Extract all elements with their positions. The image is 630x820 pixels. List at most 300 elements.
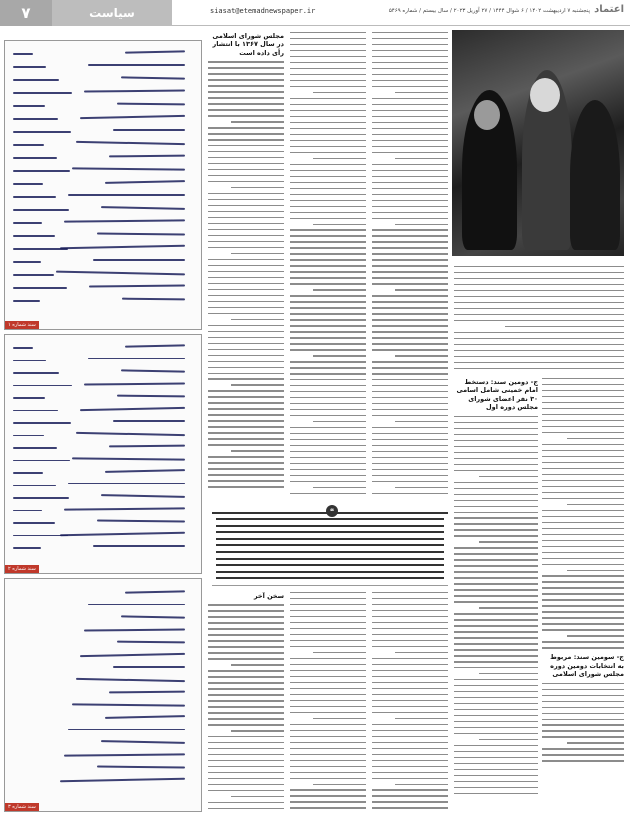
- text-line: [208, 456, 284, 457]
- handwriting-stroke: [13, 157, 57, 159]
- section-email[interactable]: siasat@etemadnewspaper.ir: [210, 7, 316, 15]
- text-line: [231, 253, 284, 254]
- text-line: [208, 271, 284, 272]
- text-line: [454, 314, 624, 315]
- handwriting-stroke: [121, 76, 185, 79]
- text-line: [290, 74, 366, 75]
- text-line: [290, 445, 366, 446]
- text-line: [542, 468, 624, 469]
- text-line: [372, 367, 448, 368]
- text-line: [208, 151, 284, 152]
- handwriting-stroke: [117, 641, 185, 643]
- text-line: [542, 456, 624, 457]
- text-line: [208, 223, 284, 224]
- text-line: [542, 384, 624, 385]
- handwriting-stroke: [72, 167, 185, 170]
- text-line: [313, 289, 366, 290]
- text-line: [454, 535, 538, 536]
- text-line: [542, 498, 624, 499]
- text-line: [372, 598, 448, 599]
- text-line: [542, 701, 624, 702]
- text-line: [372, 634, 448, 635]
- article-column-7: [454, 266, 624, 376]
- text-line: [290, 385, 366, 386]
- handwriting-stroke: [13, 274, 54, 276]
- handwriting-stroke: [60, 245, 185, 249]
- text-line: [395, 784, 448, 785]
- text-line: [208, 301, 284, 302]
- text-line: [290, 235, 366, 236]
- text-line: [290, 778, 366, 779]
- text-line: [208, 169, 284, 170]
- text-line: [372, 385, 448, 386]
- text-line: [454, 571, 538, 572]
- text-line: [395, 158, 448, 159]
- handwriting-stroke: [13, 105, 45, 107]
- text-line: [290, 598, 366, 599]
- text-line: [372, 622, 448, 623]
- text-line: [395, 289, 448, 290]
- handwriting-stroke: [13, 131, 71, 133]
- text-line: [216, 518, 444, 520]
- text-line: [290, 283, 366, 284]
- text-line: [372, 628, 448, 629]
- text-line: [454, 715, 538, 716]
- text-line: [208, 247, 284, 248]
- text-line: [372, 50, 448, 51]
- text-line: [216, 538, 444, 540]
- text-line: [290, 134, 366, 135]
- text-line: [454, 757, 538, 758]
- text-line: [290, 331, 366, 332]
- text-line: [290, 104, 366, 105]
- text-line: [290, 32, 366, 33]
- text-line: [372, 469, 448, 470]
- text-line: [454, 703, 538, 704]
- handwriting-stroke: [105, 180, 185, 183]
- text-line: [454, 637, 538, 638]
- text-line: [567, 570, 624, 571]
- text-line: [372, 235, 448, 236]
- text-line: [372, 736, 448, 737]
- highlight-box: [212, 512, 448, 586]
- text-line: [290, 259, 366, 260]
- text-line: [208, 73, 284, 74]
- text-line: [372, 188, 448, 189]
- text-line: [395, 355, 448, 356]
- text-line: [208, 289, 284, 290]
- text-line: [208, 712, 284, 713]
- text-line: [290, 676, 366, 677]
- text-line: [372, 307, 448, 308]
- text-line: [290, 616, 366, 617]
- text-line: [208, 444, 284, 445]
- text-line: [208, 682, 284, 683]
- text-line: [542, 486, 624, 487]
- text-line: [208, 622, 284, 623]
- text-line: [208, 760, 284, 761]
- handwriting-stroke: [13, 385, 72, 387]
- text-line: [372, 176, 448, 177]
- text-line: [290, 373, 366, 374]
- text-line: [290, 164, 366, 165]
- text-line: [231, 664, 284, 665]
- text-line: [290, 140, 366, 141]
- text-line: [454, 517, 538, 518]
- text-line: [542, 558, 624, 559]
- text-line: [208, 432, 284, 433]
- text-line: [372, 104, 448, 105]
- text-line: [216, 551, 444, 553]
- text-line: [454, 523, 538, 524]
- text-line: [313, 421, 366, 422]
- text-line: [454, 691, 538, 692]
- text-line: [290, 50, 366, 51]
- text-line: [313, 652, 366, 653]
- text-line: [395, 92, 448, 93]
- text-line: [454, 344, 624, 345]
- text-line: [290, 688, 366, 689]
- text-line: [567, 635, 624, 636]
- text-line: [372, 795, 448, 796]
- text-line: [208, 115, 284, 116]
- text-line: [542, 564, 624, 565]
- text-line: [372, 229, 448, 230]
- text-line: [290, 218, 366, 219]
- text-line: [290, 481, 366, 482]
- text-line: [290, 122, 366, 123]
- text-line: [454, 482, 538, 483]
- text-line: [454, 362, 624, 363]
- text-line: [290, 700, 366, 701]
- handwriting-stroke: [13, 118, 58, 120]
- text-line: [542, 581, 624, 582]
- handwriting-stroke: [13, 53, 33, 55]
- text-line: [542, 575, 624, 576]
- text-line: [290, 766, 366, 767]
- text-line: [208, 480, 284, 481]
- text-line: [290, 493, 366, 494]
- text-line: [208, 772, 284, 773]
- text-line: [216, 544, 444, 546]
- text-line: [542, 713, 624, 714]
- handwriting-stroke: [125, 590, 185, 593]
- text-line: [208, 640, 284, 641]
- text-line: [372, 772, 448, 773]
- text-line: [208, 163, 284, 164]
- text-line: [208, 331, 284, 332]
- text-line: [216, 571, 444, 573]
- text-line: [208, 313, 284, 314]
- text-line: [542, 432, 624, 433]
- text-line: [372, 218, 448, 219]
- text-line: [542, 707, 624, 708]
- article-column-1: [208, 32, 284, 502]
- handwriting-stroke: [68, 483, 185, 485]
- text-line: [454, 512, 538, 513]
- text-line: [542, 689, 624, 690]
- text-line: [208, 402, 284, 403]
- text-line: [372, 170, 448, 171]
- text-line: [208, 420, 284, 421]
- handwriting-stroke: [13, 447, 57, 449]
- handwriting-stroke: [13, 144, 44, 146]
- text-line: [479, 607, 538, 608]
- text-line: [290, 253, 366, 254]
- text-line: [542, 474, 624, 475]
- text-line: [290, 349, 366, 350]
- text-line: [542, 599, 624, 600]
- text-line: [372, 415, 448, 416]
- text-line: [542, 546, 624, 547]
- text-line: [372, 646, 448, 647]
- text-line: [372, 74, 448, 75]
- text-line: [454, 494, 538, 495]
- text-line: [290, 62, 366, 63]
- text-line: [454, 506, 538, 507]
- text-line: [290, 742, 366, 743]
- text-line: [454, 434, 538, 435]
- text-line: [372, 44, 448, 45]
- handwriting-stroke: [13, 79, 59, 81]
- text-line: [290, 807, 366, 808]
- page-header: [0, 0, 630, 26]
- text-line: [208, 700, 284, 701]
- handwriting-stroke: [13, 248, 68, 250]
- text-line: [290, 206, 366, 207]
- text-line: [290, 319, 366, 320]
- text-line: [372, 56, 448, 57]
- handwriting-stroke: [13, 547, 41, 549]
- text-line: [454, 553, 538, 554]
- handwriting-stroke: [13, 347, 33, 349]
- text-line: [542, 420, 624, 421]
- text-line: [290, 247, 366, 248]
- text-line: [567, 438, 624, 439]
- text-line: [290, 730, 366, 731]
- text-line: [372, 493, 448, 494]
- text-line: [290, 44, 366, 45]
- text-line: [290, 271, 366, 272]
- handwriting-stroke: [13, 472, 43, 474]
- text-line: [290, 427, 366, 428]
- text-line: [208, 349, 284, 350]
- handwriting-stroke: [13, 510, 42, 512]
- text-line: [454, 625, 538, 626]
- text-line: [372, 212, 448, 213]
- text-line: [208, 181, 284, 182]
- text-line: [290, 736, 366, 737]
- text-line: [372, 789, 448, 790]
- text-line: [372, 98, 448, 99]
- text-line: [290, 80, 366, 81]
- text-line: [372, 670, 448, 671]
- text-line: [542, 516, 624, 517]
- handwriting-stroke: [117, 103, 185, 105]
- text-line: [372, 682, 448, 683]
- text-line: [372, 122, 448, 123]
- newspaper-logo: اعتماد: [594, 4, 624, 15]
- text-line: [290, 307, 366, 308]
- text-line: [372, 313, 448, 314]
- text-line: [216, 531, 444, 533]
- text-line: [454, 350, 624, 351]
- text-line: [231, 796, 284, 797]
- text-line: [542, 402, 624, 403]
- handwriting-stroke: [113, 129, 185, 131]
- text-line: [290, 658, 366, 659]
- text-line: [454, 368, 624, 369]
- text-line: [454, 416, 538, 417]
- handwritten-document-scan-1: [4, 40, 202, 330]
- text-line: [454, 781, 538, 782]
- text-line: [372, 206, 448, 207]
- handwriting-stroke: [13, 66, 46, 68]
- text-line: [454, 685, 538, 686]
- text-line: [208, 694, 284, 695]
- text-line: [290, 760, 366, 761]
- handwriting-stroke: [60, 777, 185, 781]
- text-line: [208, 211, 284, 212]
- text-line: [290, 694, 366, 695]
- text-line: [542, 730, 624, 731]
- text-line: [208, 139, 284, 140]
- scan-caption-2: سند شماره ۲: [5, 565, 39, 573]
- text-line: [454, 356, 624, 357]
- text-line: [395, 718, 448, 719]
- text-line: [208, 85, 284, 86]
- text-line: [372, 152, 448, 153]
- text-line: [290, 397, 366, 398]
- article-column-5: [290, 592, 366, 814]
- section-label: سیاست: [52, 0, 172, 26]
- handwriting-stroke: [76, 141, 185, 145]
- text-line: [208, 109, 284, 110]
- text-line: [290, 795, 366, 796]
- handwriting-stroke: [84, 628, 185, 631]
- text-line: [208, 754, 284, 755]
- text-line: [372, 241, 448, 242]
- text-line: [290, 409, 366, 410]
- text-line: [208, 229, 284, 230]
- handwriting-stroke: [109, 155, 185, 157]
- text-line: [454, 446, 538, 447]
- text-line: [542, 719, 624, 720]
- text-line: [208, 414, 284, 415]
- text-line: [454, 464, 538, 465]
- text-line: [231, 187, 284, 188]
- text-line: [290, 56, 366, 57]
- handwriting-stroke: [64, 219, 185, 222]
- text-line: [208, 373, 284, 374]
- text-line: [454, 631, 538, 632]
- text-line: [542, 522, 624, 523]
- text-line: [372, 194, 448, 195]
- text-line: [372, 610, 448, 611]
- text-line: [208, 610, 284, 611]
- text-line: [454, 296, 624, 297]
- handwriting-stroke: [13, 397, 45, 399]
- text-line: [290, 295, 366, 296]
- text-line: [290, 604, 366, 605]
- text-line: [454, 440, 538, 441]
- text-line: [290, 367, 366, 368]
- text-line: [454, 452, 538, 453]
- scan-caption-3: سند شماره ۳: [5, 803, 39, 811]
- handwriting-stroke: [93, 259, 185, 261]
- text-line: [290, 361, 366, 362]
- text-line: [454, 697, 538, 698]
- handwriting-stroke: [13, 222, 42, 224]
- text-line: [290, 610, 366, 611]
- text-line: [313, 92, 366, 93]
- handwriting-stroke: [80, 652, 185, 656]
- text-line: [290, 146, 366, 147]
- text-line: [454, 721, 538, 722]
- text-line: [372, 664, 448, 665]
- side-heading: سخن آخر: [253, 592, 284, 600]
- text-line: [372, 700, 448, 701]
- handwriting-stroke: [113, 420, 185, 422]
- text-line: [454, 500, 538, 501]
- text-line: [290, 469, 366, 470]
- handwriting-stroke: [13, 372, 59, 374]
- text-line: [290, 343, 366, 344]
- text-line: [372, 604, 448, 605]
- text-line: [454, 332, 624, 333]
- text-line: [208, 307, 284, 308]
- text-line: [290, 451, 366, 452]
- text-line: [208, 426, 284, 427]
- text-line: [208, 133, 284, 134]
- text-line: [454, 565, 538, 566]
- text-line: [372, 712, 448, 713]
- text-line: [372, 445, 448, 446]
- article-column-9: [542, 378, 624, 814]
- text-line: [208, 646, 284, 647]
- quote-icon: ❝: [326, 505, 338, 517]
- photo-figure-right: [570, 100, 620, 250]
- text-line: [372, 140, 448, 141]
- handwriting-stroke: [13, 209, 69, 211]
- text-line: [372, 32, 448, 33]
- text-line: [372, 253, 448, 254]
- text-line: [216, 558, 444, 560]
- text-line: [216, 564, 444, 566]
- text-line: [208, 396, 284, 397]
- text-line: [372, 331, 448, 332]
- handwriting-stroke: [117, 395, 185, 397]
- text-line: [290, 748, 366, 749]
- handwriting-stroke: [13, 460, 70, 462]
- text-line: [454, 529, 538, 530]
- text-line: [290, 86, 366, 87]
- handwriting-stroke: [89, 284, 185, 287]
- handwriting-stroke: [101, 206, 185, 209]
- text-line: [372, 397, 448, 398]
- text-line: [290, 277, 366, 278]
- text-line: [454, 290, 624, 291]
- text-line: [454, 577, 538, 578]
- text-line: [290, 754, 366, 755]
- text-line: [372, 247, 448, 248]
- text-line: [454, 428, 538, 429]
- text-line: [208, 157, 284, 158]
- text-line: [208, 658, 284, 659]
- text-line: [542, 748, 624, 749]
- text-line: [208, 343, 284, 344]
- handwriting-stroke: [13, 522, 55, 524]
